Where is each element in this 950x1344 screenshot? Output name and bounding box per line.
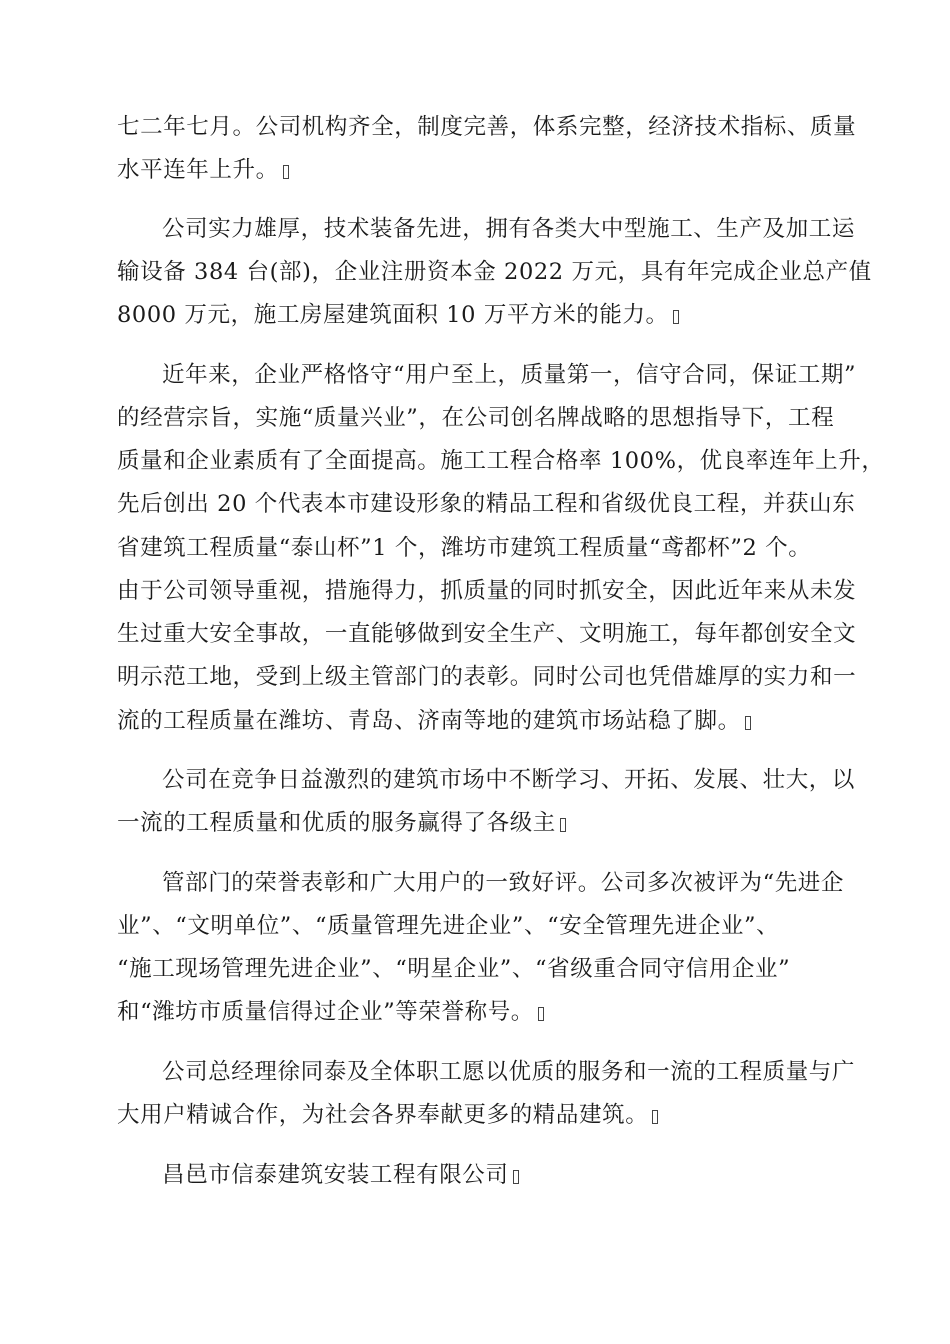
paragraph-mark-icon xyxy=(745,716,751,730)
text-line: 和“潍坊市质量信得过企业”等荣誉称号。 xyxy=(117,997,847,1027)
text-line: 质量和企业素质有了全面提高。施工工程合格率 100%，优良率连年上升， xyxy=(117,448,885,474)
text-line: 8000 万元，施工房屋建筑面积 10 万平方米的能力。 xyxy=(117,300,847,330)
text-line: 明示范工地，受到上级主管部门的表彰。同时公司也凭借雄厚的实力和一 xyxy=(117,664,857,690)
text-line: 管部门的荣誉表彰和广大用户的一致好评。公司多次被评为“先进企 xyxy=(162,870,845,896)
paragraph-mark-icon xyxy=(560,818,566,832)
text-line: 生过重大安全事故，一直能够做到安全生产、文明施工，每年都创安全文 xyxy=(117,621,857,647)
text-line: 公司在竞争日益激烈的建筑市场中不断学习、开拓、发展、壮大，以 xyxy=(162,767,856,793)
text-line: 大用户精诚合作，为社会各界奉献更多的精品建筑。 xyxy=(117,1100,847,1130)
paragraph-mark-icon xyxy=(538,1007,544,1021)
paragraph-mark-icon xyxy=(652,1110,658,1124)
text-line: 省建筑工程质量“泰山杯”1 个，潍坊市建筑工程质量“鸢都杯”2 个。 xyxy=(117,535,812,561)
text-line: 业”、“文明单位”、“质量管理先进企业”、“安全管理先进企业”、 xyxy=(117,913,780,939)
paragraph-mark-icon xyxy=(673,310,679,324)
text-line: 水平连年上升。 xyxy=(117,155,847,185)
text-line: 输设备 384 台(部)，企业注册资本金 2022 万元，具有年完成企业总产值 xyxy=(117,259,872,285)
text-line: 流的工程质量在潍坊、青岛、济南等地的建筑市场站稳了脚。 xyxy=(117,706,847,736)
text-line: 公司总经理徐同泰及全体职工愿以优质的服务和一流的工程质量与广 xyxy=(162,1059,856,1085)
text-line: 一流的工程质量和优质的服务赢得了各级主 xyxy=(117,808,847,838)
paragraph-mark-icon xyxy=(283,165,289,179)
company-signature: 昌邑市信泰建筑安装工程有限公司 xyxy=(162,1160,852,1190)
text-line: 近年来，企业严格恪守“用户至上，质量第一，信守合同，保证工期” xyxy=(162,362,857,388)
text-line: 由于公司领导重视，措施得力，抓质量的同时抓安全，因此近年来从未发 xyxy=(117,578,857,604)
text-line: “施工现场管理先进企业”、“明星企业”、“省级重合同守信用企业” xyxy=(117,956,791,982)
text-line: 先后创出 20 个代表本市建设形象的精品工程和省级优良工程，并获山东 xyxy=(117,491,856,517)
paragraph-mark-icon xyxy=(513,1170,519,1184)
text-line: 七二年七月。公司机构齐全，制度完善，体系完整，经济技术指标、质量 xyxy=(117,114,857,140)
text-line: 公司实力雄厚，技术装备先进，拥有各类大中型施工、生产及加工运 xyxy=(162,216,856,242)
text-line: 的经营宗旨，实施“质量兴业”，在公司创名牌战略的思想指导下，工程 xyxy=(117,405,835,431)
